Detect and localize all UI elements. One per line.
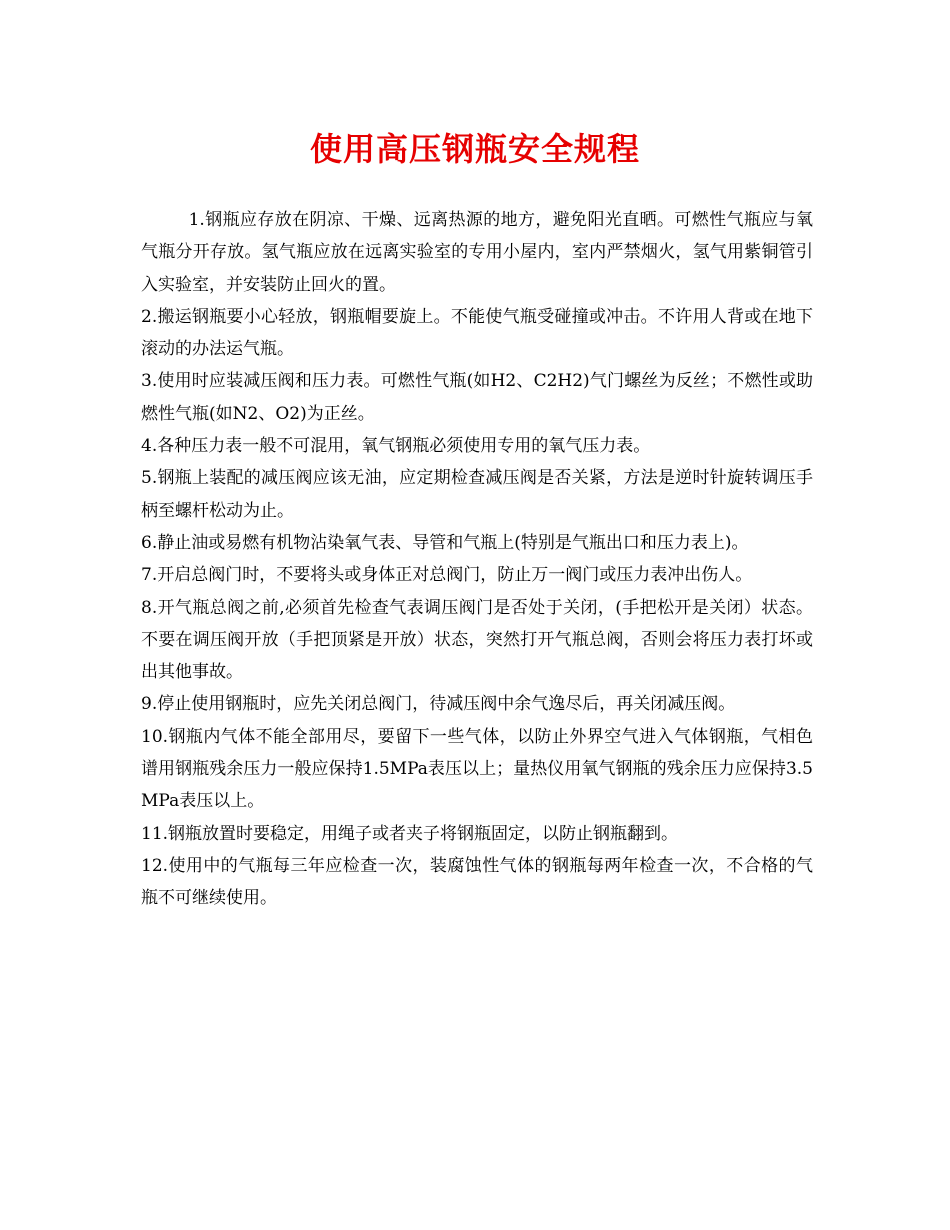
rule-item-1: 1.钢瓶应存放在阴凉、干燥、远离热源的地方，避免阳光直晒。可燃性气瓶应与氧气瓶分开存放。氢气瓶应放在远离实验室的专用小屋内，室内严禁烟火，氢气用紫铜管引入实验室，并安装防止回火的置。 [141,210,813,295]
rule-item-4: 4.各种压力表一般不可混用，氧气钢瓶必须使用专用的氧气压力表。 [141,436,651,457]
rule-item-3: 3.使用时应装减压阀和压力表。可燃性气瓶(如H2、C2H2)气门螺丝为反丝；不燃性或助燃性气瓶(如N2、O2)为正丝。 [141,371,813,424]
rule-item-10: 10.钢瓶内气体不能全部用尽，要留下一些气体，以防止外界空气进入气体钢瓶，气相色谱用钢瓶残余压力一般应保持1.5MPa表压以上；量热仪用氧气钢瓶的残余压力应保持3.5MPa表压以上。 [141,726,813,812]
rule-item-6: 6.静止油或易燃有机物沾染氧气表、导管和气瓶上(特别是气瓶出口和压力表上)。 [141,532,749,553]
rule-item-8: 8.开气瓶总阀之前,必须首先检查气表调压阀门是否处于关闭，(手把松开是关闭）状态。不要在调压阀开放（手把顶紧是开放）状态，突然打开气瓶总阀，否则会将压力表打坏或出其他事故。 [141,597,813,683]
rule-item-5: 5.钢瓶上装配的减压阀应该无油，应定期检查减压阀是否关紧，方法是逆时针旋转调压手柄至螺杆松动为止。 [141,468,813,521]
rule-item-12: 12.使用中的气瓶每三年应检查一次，装腐蚀性气体的钢瓶每两年检查一次，不合格的气瓶不可继续使用。 [141,855,813,909]
rule-item-2: 2.搬运钢瓶要小心轻放，钢瓶帽要旋上。不能使气瓶受碰撞或冲击。不许用人背或在地下滚动的办法运气瓶。 [141,306,813,360]
rule-item-9: 9.停止使用钢瓶时，应先关闭总阀门，待减压阀中余气逸尽后，再关闭减压阀。 [141,694,736,715]
rules-list [141,204,813,915]
page-title: 使用高压钢瓶安全规程 [309,130,640,168]
rule-item-11: 11.钢瓶放置时要稳定，用绳子或者夹子将钢瓶固定，以防止钢瓶翻到。 [141,823,679,844]
rule-item-7: 7.开启总阀门时，不要将头或身体正对总阀门，防止万一阀门或压力表冲出伤人。 [141,565,753,586]
